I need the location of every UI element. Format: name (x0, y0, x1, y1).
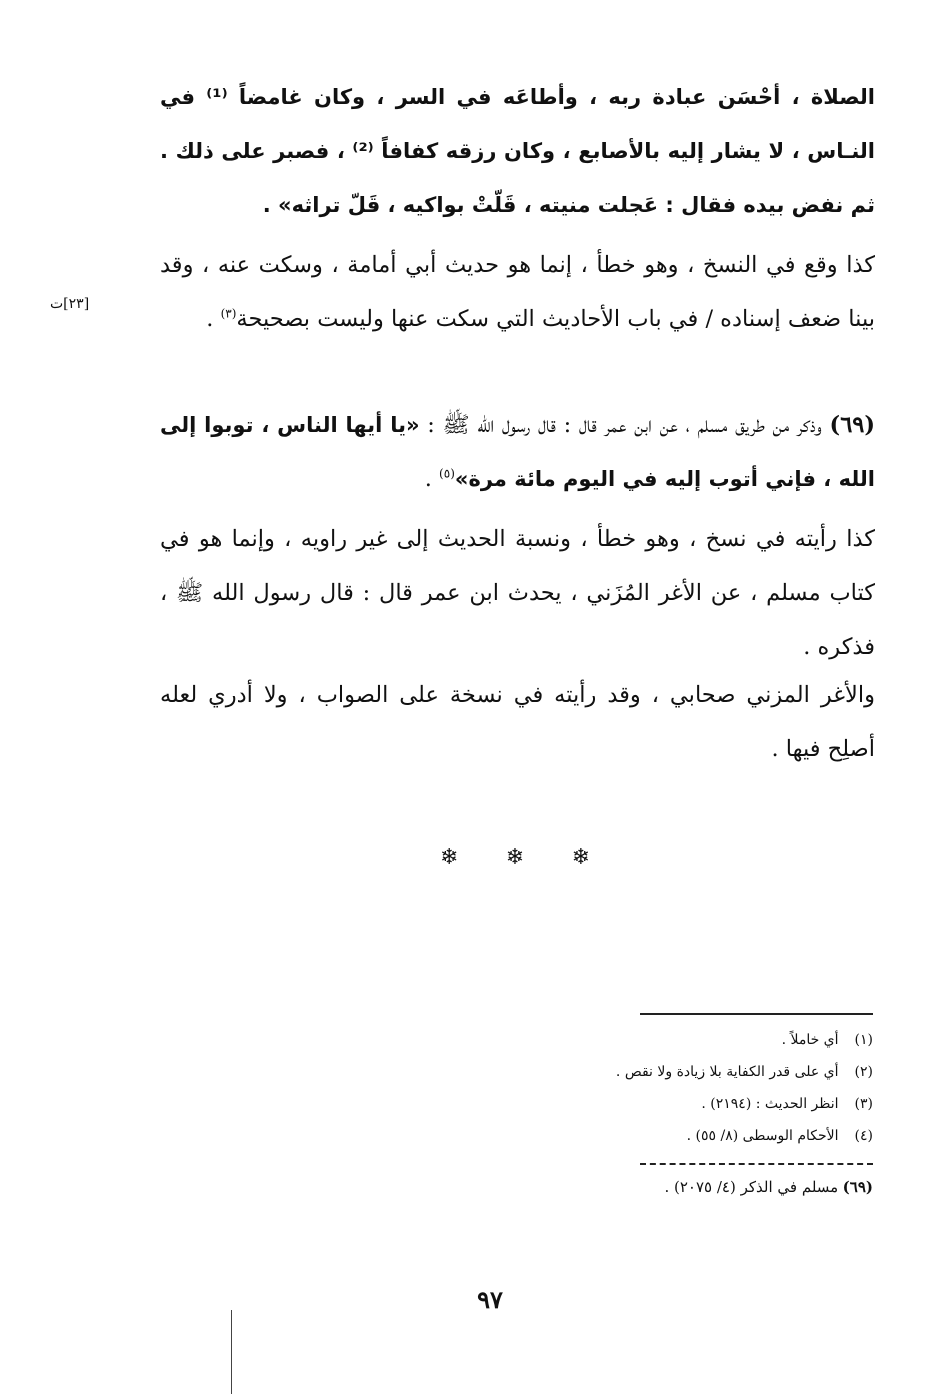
footnote-number: (٣) (854, 1096, 873, 1112)
footnote-text: الأحكام الوسطى (٨/ ٥٥) . (686, 1128, 839, 1144)
page-number: ٩٧ (477, 1285, 503, 1314)
gutter-line (231, 1310, 232, 1394)
paragraph-commentary-3 (160, 668, 875, 776)
footnotes (500, 1024, 873, 1152)
footnote-text: أي خاملاً . (781, 1032, 839, 1048)
footnote-item (500, 1088, 873, 1120)
margin-page-reference: [٢٣]ت (50, 296, 90, 312)
footnote-item (500, 1024, 873, 1056)
footnote-item (500, 1056, 873, 1088)
footnote-text: انظر الحديث : (٢١٩٤) . (701, 1096, 839, 1112)
footnote-text: أي على قدر الكفاية بلا زيادة ولا نقص . (615, 1064, 839, 1080)
source-number: (٦٩) (842, 1178, 873, 1196)
footnote-divider (640, 1013, 873, 1015)
paragraph-commentary-1 (160, 238, 875, 346)
snowflake-icon: ❄ (440, 845, 459, 870)
paragraph-hadith-69 (160, 398, 875, 506)
hadith-number: (٦٩) (829, 412, 876, 438)
hadith-intro: وذكر من طريق مسلم ، عن ابن عمر قال : قال رسول الله ﷺ : (419, 412, 830, 438)
paragraph-end: . (206, 306, 221, 332)
hadith-text: «يا أيها الناس ، توبوا إلى الله ، فإني أتوب إليه في اليوم مائة مرة» (160, 413, 875, 491)
footnote-number: (١) (854, 1032, 873, 1048)
snowflake-icon: ❄ (505, 845, 525, 870)
source-text: مسلم في الذكر (٤/ ٢٠٧٥) . (664, 1178, 839, 1196)
footnote-item (500, 1120, 873, 1152)
footnote-ref: (٣) (220, 306, 237, 321)
footnote-number: (٤) (854, 1128, 873, 1144)
paragraph-text: والأغر المزني صحابي ، وقد رأيته في نسخة على الصواب ، ولا أدري لعله أصلِح فيها . (160, 682, 875, 762)
section-separator (440, 845, 590, 870)
paragraph-text: الصلاة ، أحْسَن عبادة ربه ، وأطاعَه في السر ، وكان غامضاً ⁽¹⁾ في النـاس ، لا يشار إليه بالأصابع ، وكان رزقه كفافاً ⁽²⁾ ، فصبر على ذلك . ثم نفض بيده فقال : عَجلت منيته ، قَلّتْ بواكيه ، قَلّ تراثه» . (160, 85, 876, 217)
paragraph-end: . (424, 466, 440, 492)
snowflake-icon: ❄ (571, 845, 590, 870)
paragraph-text: كذا رأيته في نسخ ، وهو خطأ ، ونسبة الحديث إلى غير راويه ، وإنما هو في كتاب مسلم ، عن الأغر المُزَني ، يحدث ابن عمر قال : قال رسول الله ﷺ ، فذكره . (160, 526, 875, 660)
source-note (500, 1178, 873, 1196)
paragraph-commentary-2 (160, 512, 875, 674)
footnote-ref: (٥) (439, 466, 455, 481)
source-divider (640, 1163, 873, 1165)
paragraph-hadith-continuation (160, 70, 875, 232)
footnote-number: (٢) (854, 1064, 873, 1080)
paragraph-text: كذا وقع في النسخ ، وهو خطأ ، إنما هو حديث أبي أمامة ، وسكت عنه ، وقد بينا ضعف إسناده / في باب الأحاديث التي سكت عنها وليست بصحيحة (160, 252, 875, 332)
